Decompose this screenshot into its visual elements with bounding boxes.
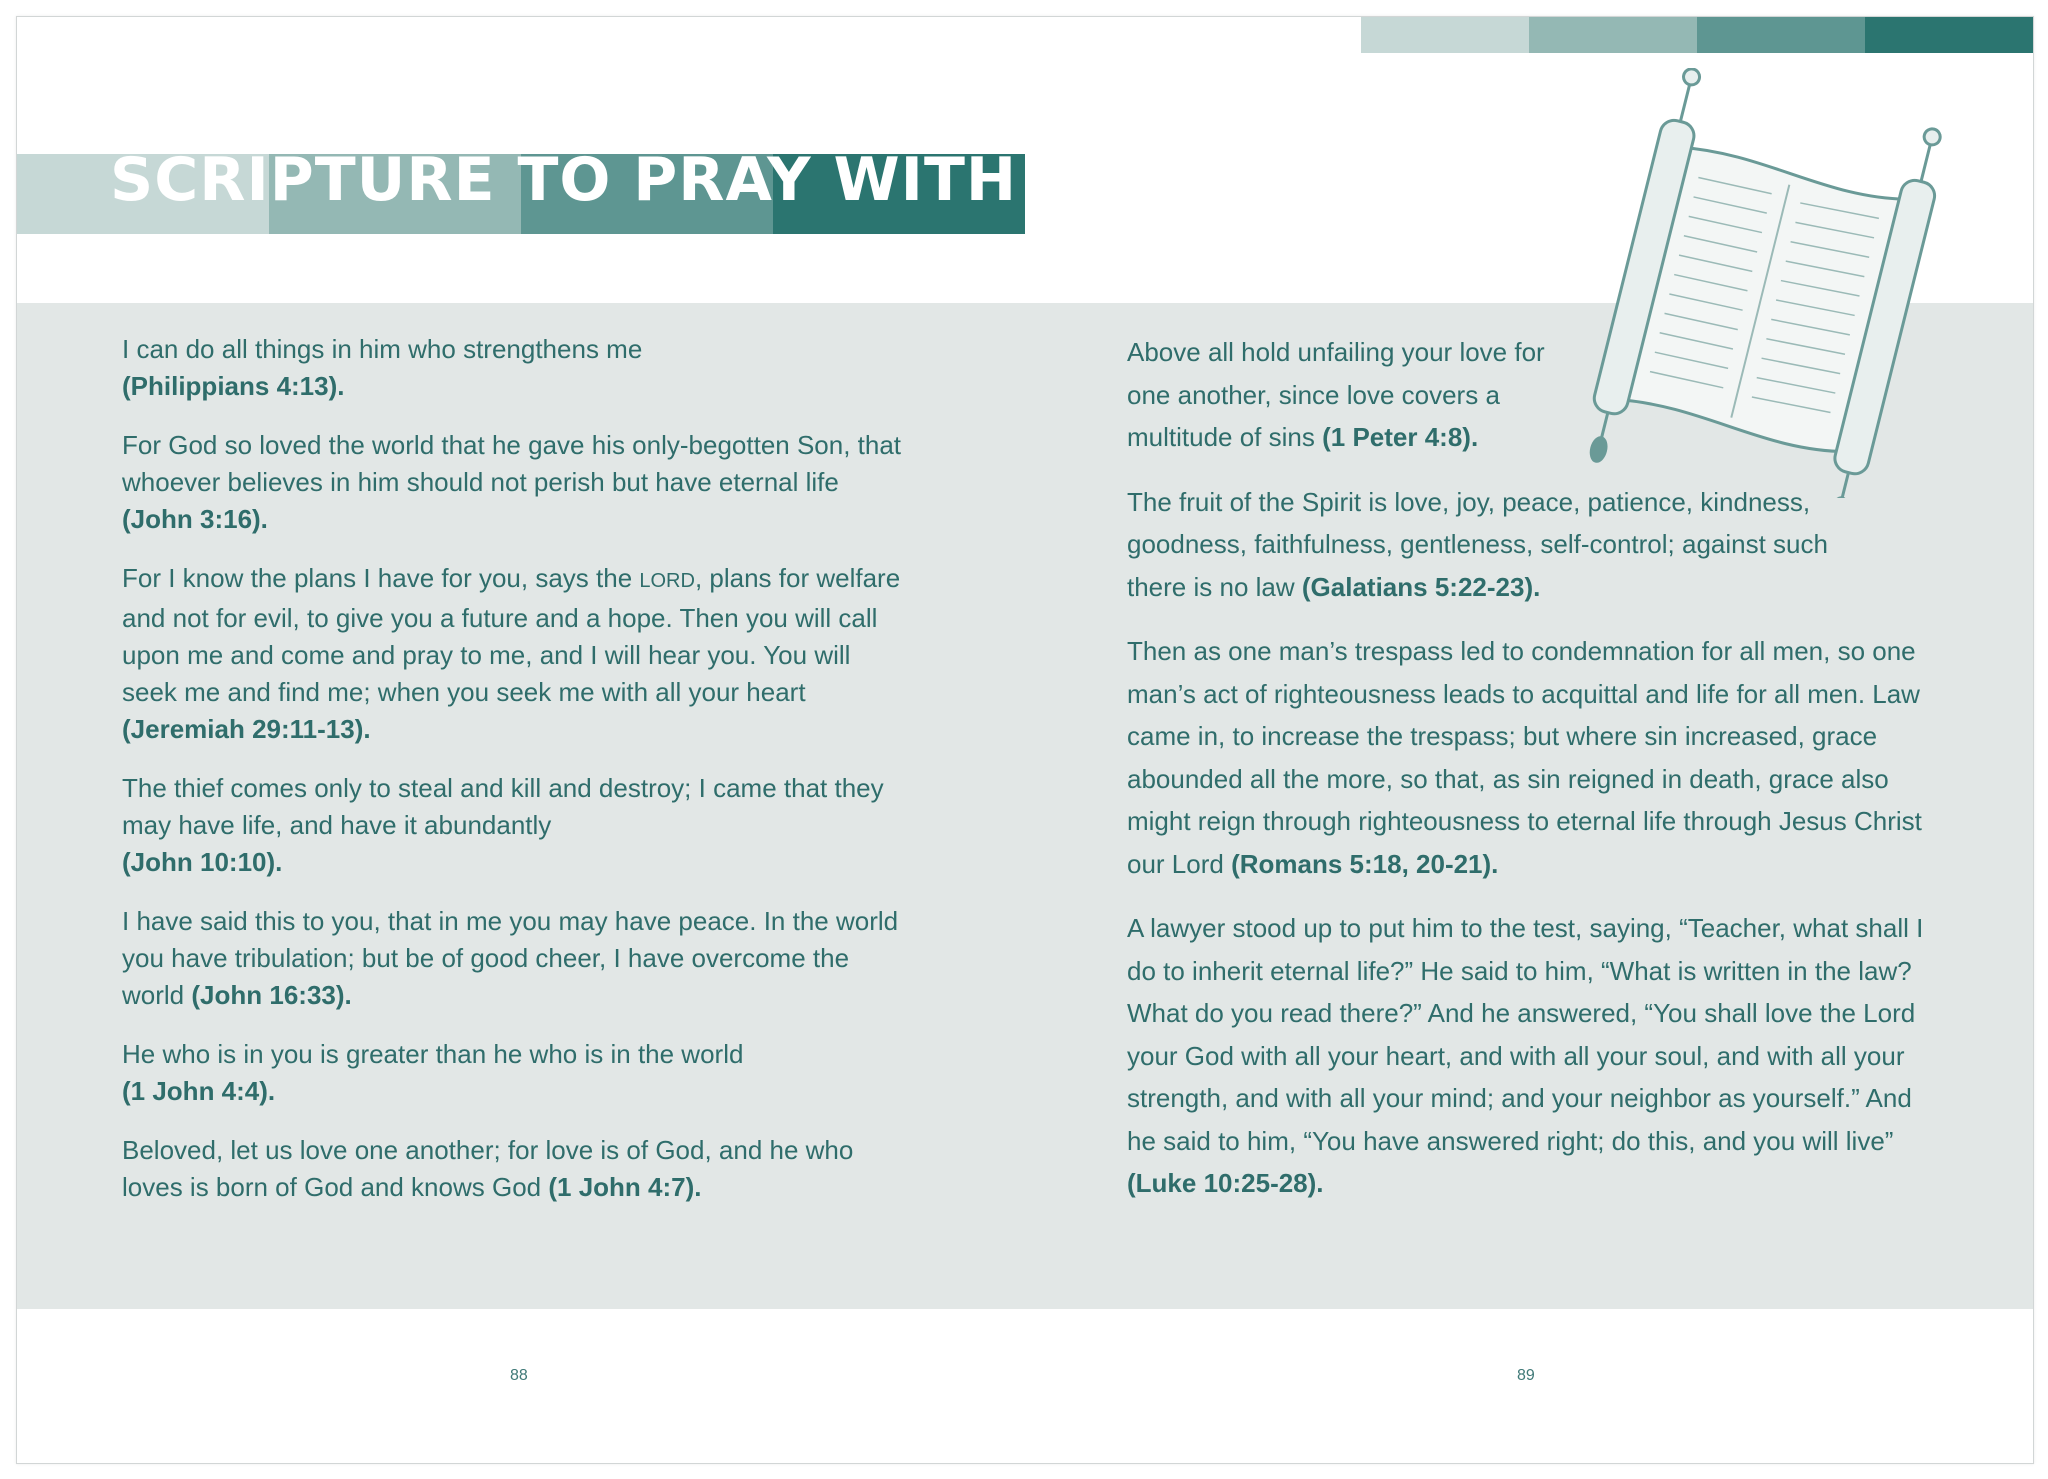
verse-romans-5-18 (1127, 630, 1937, 885)
verse-text: Above all hold unfailing your love for one another, since love covers a multitude of sins (1127, 337, 1545, 452)
verse-text: For I know the plans I have for you, says the (122, 563, 640, 593)
band-swatch-3 (1697, 17, 1865, 53)
verse-jeremiah-29-11 (122, 560, 912, 748)
verse-text: I have said this to you, that in me you may have peace. In the world you have tribulation; but be of good cheer, I have overcome the world (122, 906, 899, 1010)
verse-luke-10-25 (1127, 907, 1937, 1205)
verse-reference: (1 Peter 4:8). (1322, 422, 1479, 452)
verse-text: I can do all things in him who strengthens me (122, 334, 643, 364)
verse-1-john-4-7 (122, 1132, 912, 1206)
verse-john-3-16 (122, 427, 912, 538)
verse-text: Then as one man’s trespass led to condemnation for all men, so one man’s act of righteousness leads to acquittal and life for all men. Law came in, to increase the trespass; but where sin increased, grace abounded all the more, so that, as sin reigned in death, grace also might reign through righteousness to eternal life through Jesus Christ our Lord (1127, 636, 1922, 879)
verse-text: Beloved, let us love one another; for love is of God, and he who loves is born of God and knows God (122, 1135, 854, 1202)
verse-text: He who is in you is greater than he who is in the world (122, 1039, 744, 1069)
verse-reference: (1 John 4:7). (548, 1172, 702, 1202)
page-number-left: 88 (510, 1367, 528, 1384)
left-page-verses (122, 331, 912, 1228)
verse-reference: (Jeremiah 29:11-13). (122, 714, 371, 744)
verse-reference: (1 John 4:4). (122, 1076, 276, 1106)
band-swatch-4 (1865, 17, 2033, 53)
verse-reference: (Romans 5:18, 20-21). (1231, 848, 1499, 879)
verse-philippians-4-13 (122, 331, 912, 405)
verse-text: The fruit of the Spirit is love, joy, peace, patience, kindness, goodness, faithfulness, gentleness, self-control; against such there is no law (1127, 486, 1828, 602)
verse-1-john-4-4 (122, 1036, 912, 1110)
verse-reference: (John 3:16). (122, 504, 268, 534)
verse-text: , plans for welfare and not for evil, to give you a future and a hope. Then you will call upon me and come and pray to me, and I will hear you. You will seek me and find me; when you seek me with all your heart (122, 563, 901, 707)
verse-reference: (John 16:33). (191, 980, 352, 1010)
band-swatch-2 (1529, 17, 1697, 53)
page-number-right: 89 (1517, 1367, 1535, 1384)
verse-john-10-10 (122, 770, 912, 881)
verse-text: The thief comes only to steal and kill and destroy; I came that they may have life, and have it abundantly (122, 773, 884, 840)
verse-galatians-5-22 (1127, 481, 1847, 609)
verse-john-16-33 (122, 903, 912, 1014)
band-swatch-1 (1361, 17, 1529, 53)
verse-reference: (Luke 10:25-28). (1127, 1168, 1324, 1198)
verse-text: A lawyer stood up to put him to the test, saying, “Teacher, what shall I do to inherit eternal life?” He said to him, “What is written in the law? What do you read there?” And he answered, “You shall love the Lord your God with all your heart, and with all your soul, and with all your strength, and with all your mind; and your neighbor as yourself.” And he said to him, “You have answered right; do this, and you will live” (1127, 913, 1924, 1156)
verse-reference: (John 10:10). (122, 847, 283, 877)
verse-1-peter-4-8 (1127, 331, 1567, 459)
verse-reference: (Galatians 5:22-23). (1301, 571, 1541, 602)
lord-small-caps: LORD (639, 570, 695, 592)
right-page-verses (1127, 331, 1937, 1227)
verse-reference: (Philippians 4:13). (122, 371, 345, 401)
top-color-band (1361, 17, 2033, 53)
page-title: SCRIPTURE TO PRAY WITH (110, 145, 1018, 215)
verse-text: For God so loved the world that he gave his only-begotten Son, that whoever believes in him should not perish but have eternal life (122, 430, 902, 497)
